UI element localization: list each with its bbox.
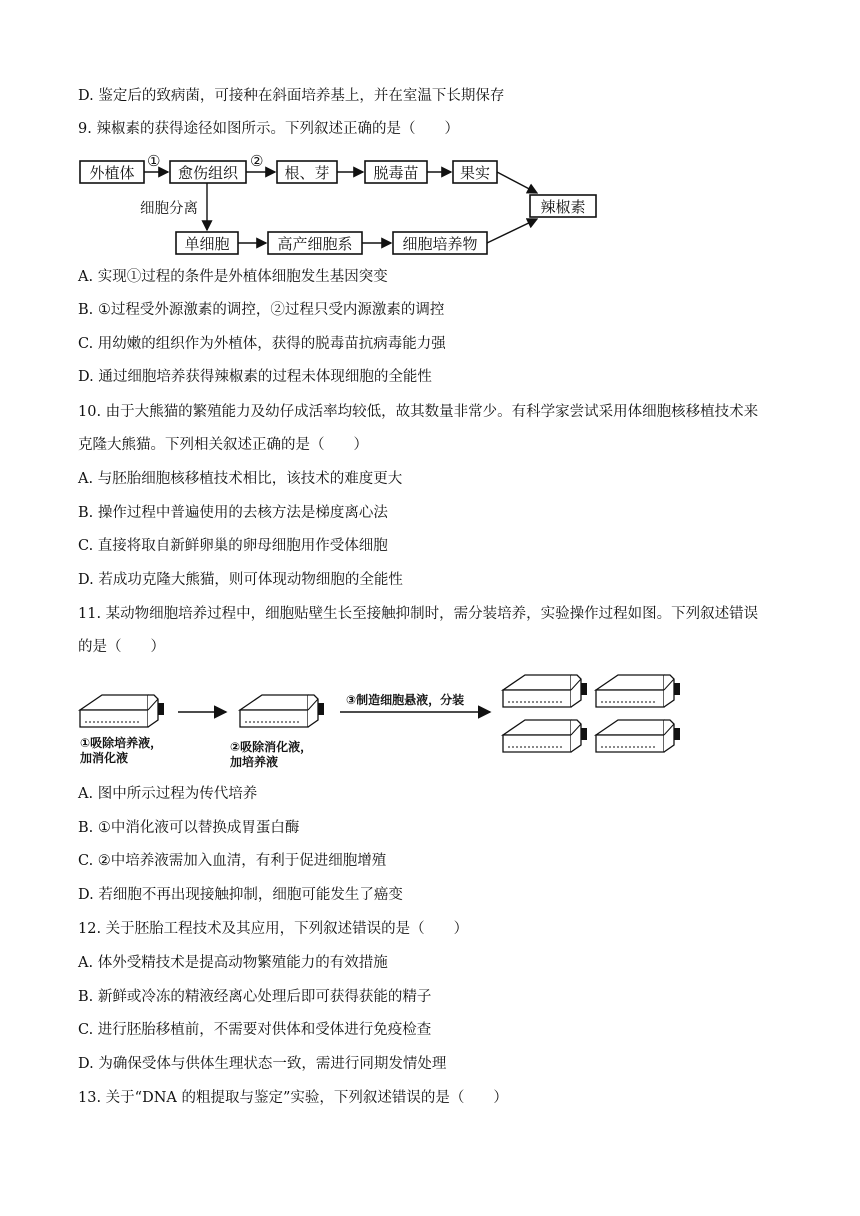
option-10a: A. 与胚胎细胞核移植技术相比，该技术的难度更大 bbox=[78, 471, 403, 487]
question-11-cont: 的是（ ） bbox=[78, 639, 165, 655]
option-9c: C. 用幼嫩的组织作为外植体，获得的脱毒苗抗病毒能力强 bbox=[78, 336, 446, 352]
option-10b: B. 操作过程中普遍使用的去核方法是梯度离心法 bbox=[78, 505, 388, 521]
flask-label-3: ③制造细胞悬液，分装 bbox=[346, 693, 465, 707]
option-12b: B. 新鲜或冷冻的精液经离心处理后即可获得获能的精子 bbox=[78, 989, 432, 1005]
capsaicin-flowchart bbox=[0, 0, 860, 270]
flask-label-2b: 加培养液 bbox=[230, 755, 279, 769]
label-step1: ① bbox=[147, 152, 161, 170]
flask-label-2a: ②吸除消化液， bbox=[230, 740, 313, 754]
option-10c: C. 直接将取自新鲜卵巢的卵母细胞用作受体细胞 bbox=[78, 538, 388, 554]
option-10d: D. 若成功克隆大熊猫，则可体现动物细胞的全能性 bbox=[78, 572, 403, 588]
text-callus: 愈伤组织 bbox=[177, 164, 239, 182]
flask-3 bbox=[503, 675, 587, 707]
text-culture: 细胞培养物 bbox=[402, 235, 478, 253]
flask-diagram bbox=[0, 660, 860, 775]
question-10: 10. 由于大熊猫的繁殖能力及幼仔成活率均较低，故其数量非常少。有科学家尝试采用体细胞核移植技术来 bbox=[78, 404, 759, 420]
text-fruit: 果实 bbox=[459, 164, 491, 182]
question-13: 13. 关于“DNA 的粗提取与鉴定”实验，下列叙述错误的是（ ） bbox=[78, 1090, 508, 1106]
option-12d: D. 为确保受体与供体生理状态一致，需进行同期发情处理 bbox=[78, 1056, 447, 1072]
option-11b: B. ①中消化液可以替换成胃蛋白酶 bbox=[78, 820, 300, 836]
option-12a: A. 体外受精技术是提高动物繁殖能力的有效措施 bbox=[78, 955, 388, 971]
question-10-cont: 克隆大熊猫。下列相关叙述正确的是（ ） bbox=[78, 437, 368, 453]
text-single-cell: 单细胞 bbox=[184, 235, 230, 253]
option-11a: A. 图中所示过程为传代培养 bbox=[78, 786, 258, 802]
option-11c: C. ②中培养液需加入血清，有利于促进细胞增殖 bbox=[78, 853, 387, 869]
text-virus-free: 脱毒苗 bbox=[373, 164, 419, 182]
option-9b: B. ①过程受外源激素的调控，②过程只受内源激素的调控 bbox=[78, 302, 445, 318]
text-root-bud: 根、芽 bbox=[284, 164, 330, 182]
option-12c: C. 进行胚胎移植前，不需要对供体和受体进行免疫检查 bbox=[78, 1022, 432, 1038]
flask-2 bbox=[240, 695, 324, 727]
flask-label-1b: 加消化液 bbox=[80, 751, 129, 765]
flask-4 bbox=[596, 675, 680, 707]
option-9d: D. 通过细胞培养获得辣椒素的过程未体现细胞的全能性 bbox=[78, 369, 432, 385]
question-12: 12. 关于胚胎工程技术及其应用，下列叙述错误的是（ ） bbox=[78, 921, 469, 937]
flask-label-1a: ①吸除培养液， bbox=[80, 736, 163, 750]
option-8d: D. 鉴定后的致病菌，可接种在斜面培养基上，并在室温下长期保存 bbox=[78, 88, 505, 104]
label-separation: 细胞分离 bbox=[140, 201, 198, 217]
option-11d: D. 若细胞不再出现接触抑制，细胞可能发生了癌变 bbox=[78, 887, 403, 903]
label-step2: ② bbox=[250, 152, 264, 170]
flask-1 bbox=[80, 695, 164, 727]
flask-5 bbox=[503, 720, 587, 752]
question-9: 9. 辣椒素的获得途径如图所示。下列叙述正确的是（ ） bbox=[78, 121, 459, 137]
flask-6 bbox=[596, 720, 680, 752]
text-capsaicin: 辣椒素 bbox=[540, 198, 586, 216]
option-9a: A. 实现①过程的条件是外植体细胞发生基因突变 bbox=[78, 269, 388, 285]
text-high-line: 高产细胞系 bbox=[277, 235, 353, 253]
question-11: 11. 某动物细胞培养过程中，细胞贴壁生长至接触抑制时，需分装培养，实验操作过程如图。下列叙述错误 bbox=[78, 606, 759, 622]
text-explant: 外植体 bbox=[89, 164, 135, 182]
